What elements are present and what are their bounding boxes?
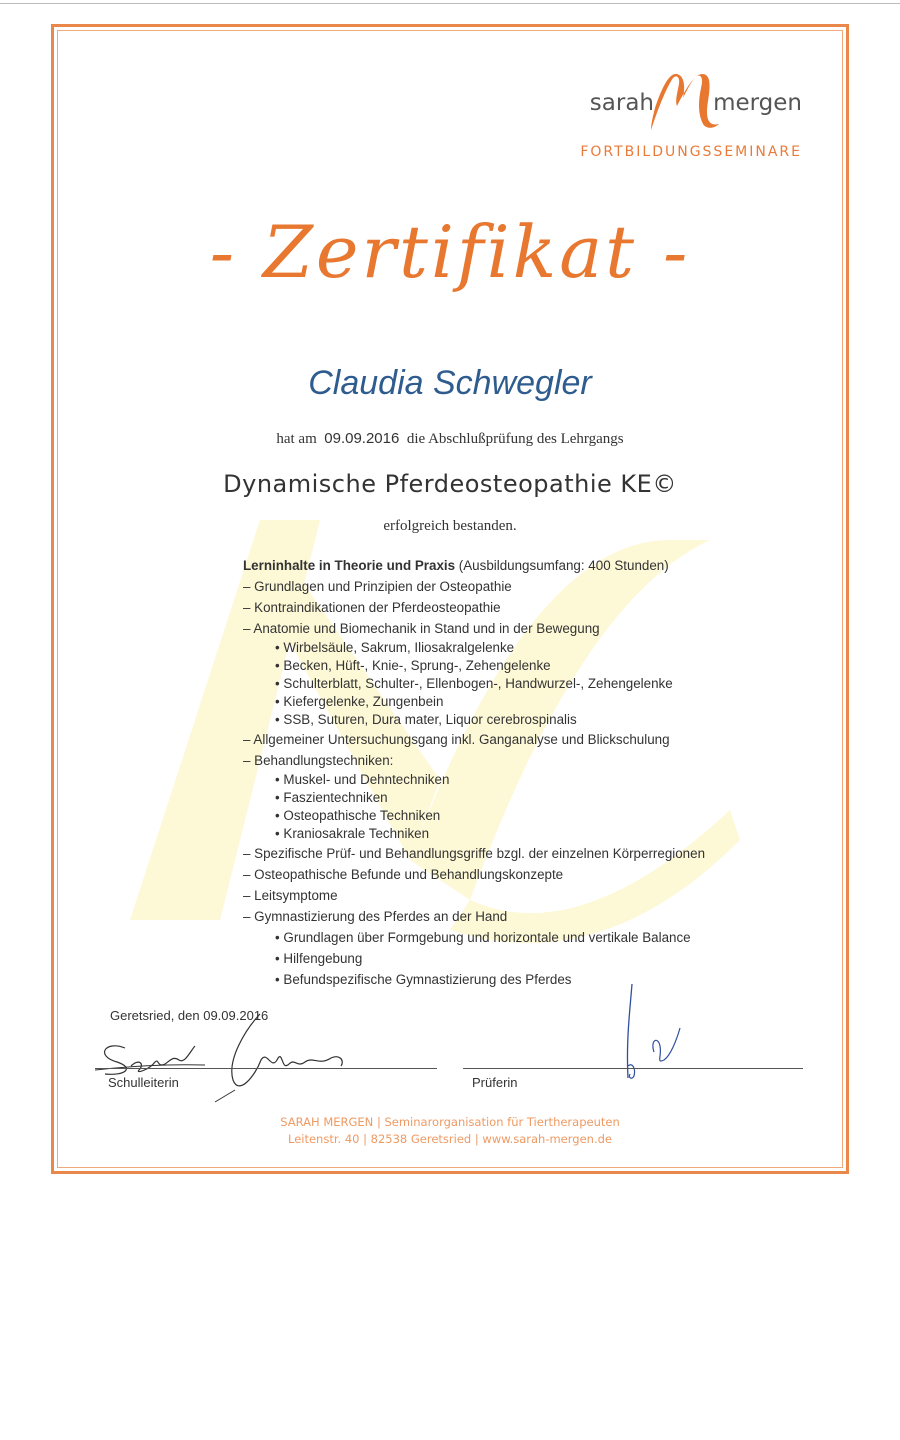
- logo-subtitle: FORTBILDUNGSSEMINARE: [580, 144, 802, 160]
- curriculum-item: – Gymnastizierung des Pferdes an der Hand: [243, 909, 508, 924]
- exam-suffix: die Abschlußprüfung des Lehrgangs: [406, 431, 624, 447]
- curriculum-subitem: • SSB, Suturen, Dura mater, Liquor cerebrospinalis: [275, 712, 577, 727]
- curriculum-subitem: • Faszientechniken: [275, 790, 388, 805]
- curriculum-item: – Kontraindikationen der Pferdeosteopathie: [243, 600, 501, 615]
- curriculum-subitem: • Befundspezifische Gymnastizierung des Pferdes: [275, 972, 572, 987]
- headmistress-signature: [95, 1010, 365, 1105]
- curriculum-item: – Osteopathische Befunde und Behandlungskonzepte: [243, 867, 564, 882]
- curriculum-item: – Behandlungstechniken:: [243, 753, 394, 768]
- curriculum-heading-rest: (Ausbildungsumfang: 400 Stunden): [455, 558, 669, 573]
- curriculum-item: – Spezifische Prüf- und Behandlungsgriffe bzgl. der einzelnen Körperregionen: [243, 846, 706, 861]
- logo-m-icon: [647, 72, 722, 132]
- curriculum-subitem: • Muskel- und Dehntechniken: [275, 772, 450, 787]
- certificate-title: - Zertifikat -: [209, 210, 691, 294]
- headmistress-label: Schulleiterin: [108, 1075, 179, 1090]
- exam-prefix: hat am: [276, 431, 317, 447]
- signature-line-left: [95, 1068, 437, 1069]
- footer-line-2: Leitenstr. 40 | 82538 Geretsried | www.sarah-mergen.de: [288, 1132, 612, 1146]
- curriculum-item: – Grundlagen und Prinzipien der Osteopathie: [243, 579, 512, 594]
- curriculum-subitem: • Schulterblatt, Schulter-, Ellenbogen-, Handwurzel-, Zehengelenke: [275, 676, 673, 691]
- scan-edge: [0, 3, 900, 4]
- course-title: Dynamische Pferdeosteopathie KE©: [223, 470, 677, 498]
- logo-mergen: mergen: [713, 90, 802, 116]
- curriculum-heading: [243, 556, 803, 576]
- curriculum-item: – Allgemeiner Untersuchungsgang inkl. Ganganalyse und Blickschulung: [243, 732, 670, 747]
- curriculum-subitem: • Osteopathische Techniken: [275, 808, 441, 823]
- curriculum-heading-bold: Lerninhalte in Theorie und Praxis: [243, 558, 456, 573]
- examiner-label: Prüferin: [472, 1075, 518, 1090]
- exam-date: 09.09.2016: [324, 430, 400, 447]
- curriculum-subitem: • Kraniosakrale Techniken: [275, 826, 430, 841]
- recipient-name: Claudia Schwegler: [308, 364, 592, 402]
- exam-result: erfolgreich bestanden.: [383, 518, 517, 534]
- curriculum-subitem: • Becken, Hüft-, Knie-, Sprung-, Zehengelenke: [275, 658, 551, 673]
- examiner-signature: [600, 980, 710, 1085]
- logo-sarah: sarah: [589, 90, 654, 116]
- curriculum-subitem: • Hilfengebung: [275, 951, 363, 966]
- curriculum-item: – Anatomie und Biomechanik in Stand und in der Bewegung: [243, 621, 600, 636]
- footer-line-1: SARAH MERGEN | Seminarorganisation für Tiertherapeuten: [280, 1115, 620, 1129]
- signature-line-right: [463, 1068, 803, 1069]
- place-date: Geretsried, den 09.09.2016: [110, 1008, 269, 1023]
- curriculum-list: [243, 556, 803, 990]
- curriculum-subitem: • Wirbelsäule, Sakrum, Iliosakralgelenke: [275, 640, 515, 655]
- brand-logo: [542, 72, 802, 167]
- curriculum-subitem: • Kiefergelenke, Zungenbein: [275, 694, 444, 709]
- curriculum-subitem: • Grundlagen über Formgebung und horizontale und vertikale Balance: [275, 930, 691, 945]
- exam-statement: [0, 430, 900, 448]
- curriculum-item: – Leitsymptome: [243, 888, 338, 903]
- footer-address: [0, 1114, 900, 1148]
